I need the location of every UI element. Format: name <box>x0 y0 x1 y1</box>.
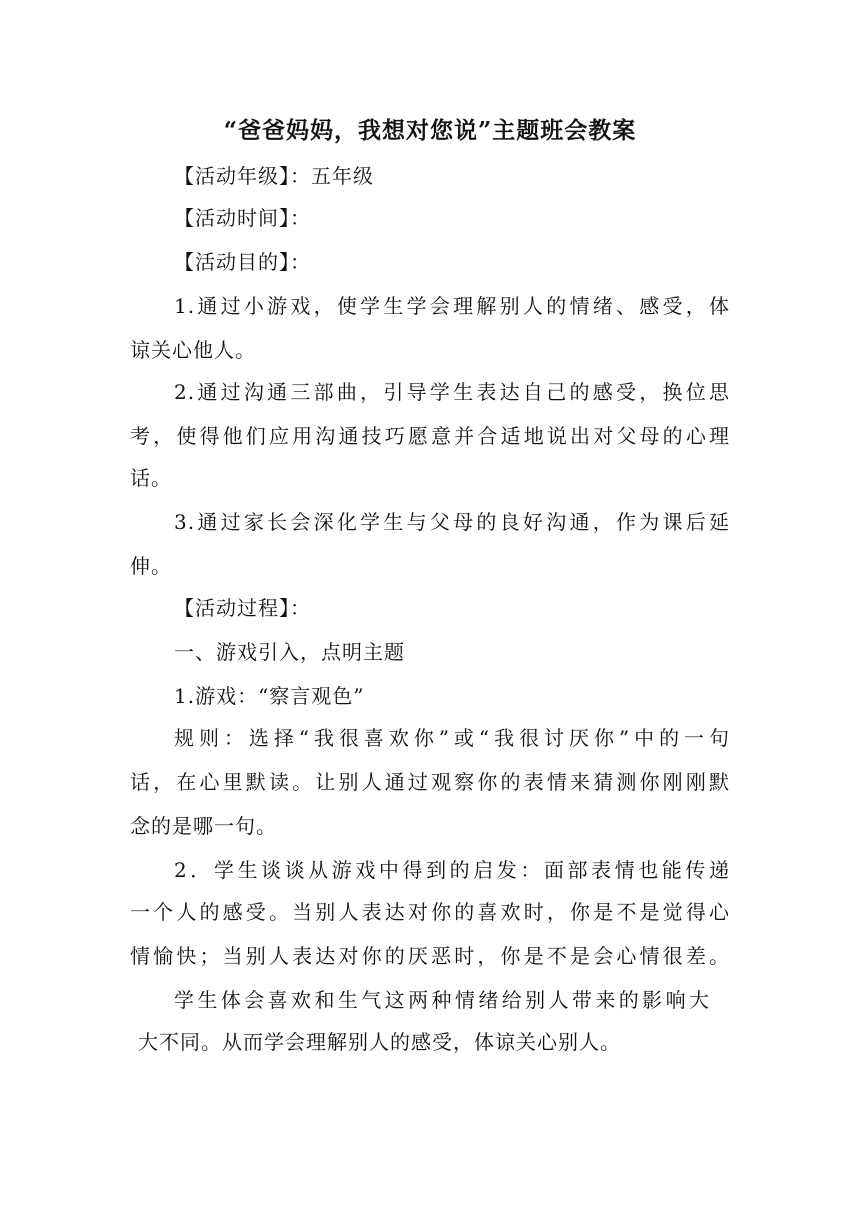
goal-3-line-2: 伸。 <box>130 554 172 578</box>
discussion-line-2: 一个人的感受。当别人表达对你的喜欢时，你是不是觉得心 <box>130 900 730 924</box>
goal-2-line-3: 话。 <box>130 466 172 490</box>
section-1-heading: 一、游戏引入，点明主题 <box>174 640 405 664</box>
rules-line-2: 话，在心里默读。让别人通过观察你的表情来猜测你刚刚默 <box>130 770 730 794</box>
goals-heading: 【活动目的】： <box>174 250 311 274</box>
rules-line-3: 念的是哪一句。 <box>130 814 277 838</box>
discussion-line-3: 情愉快；当别人表达对你的厌恶时，你是不是会心情很差。 <box>130 944 730 968</box>
goal-2-line-2: 考，使得他们应用沟通技巧愿意并合适地说出对父母的心理 <box>130 424 730 448</box>
document-title: “爸爸妈妈，我想对您说”主题班会教案 <box>223 117 637 144</box>
goal-2-line-1: 2.通过沟通三部曲，引导学生表达自己的感受，换位思 <box>174 380 730 404</box>
time-line: 【活动时间】： <box>174 206 311 230</box>
rules-line-1: 规则：选择“我很喜欢你”或“我很讨厌你”中的一句 <box>174 726 730 750</box>
grade-line: 【活动年级】：五年级 <box>174 164 374 188</box>
process-heading: 【活动过程】： <box>174 596 311 620</box>
game-title: 1.游戏：“察言观色” <box>174 684 365 708</box>
conclusion-line-2: 大不同。从而学会理解别人的感受，体谅关心别人。 <box>138 1030 621 1054</box>
conclusion-line-1: 学生体会喜欢和生气这两种情绪给别人带来的影响大 <box>174 988 710 1012</box>
discussion-line-1: 2．学生谈谈从游戏中得到的启发：面部表情也能传递 <box>174 858 730 882</box>
goal-3-line-1: 3.通过家长会深化学生与父母的良好沟通，作为课后延 <box>174 510 730 534</box>
goal-1-line-1: 1.通过小游戏，使学生学会理解别人的情绪、感受，体 <box>174 294 730 318</box>
goal-1-line-2: 谅关心他人。 <box>130 338 256 362</box>
